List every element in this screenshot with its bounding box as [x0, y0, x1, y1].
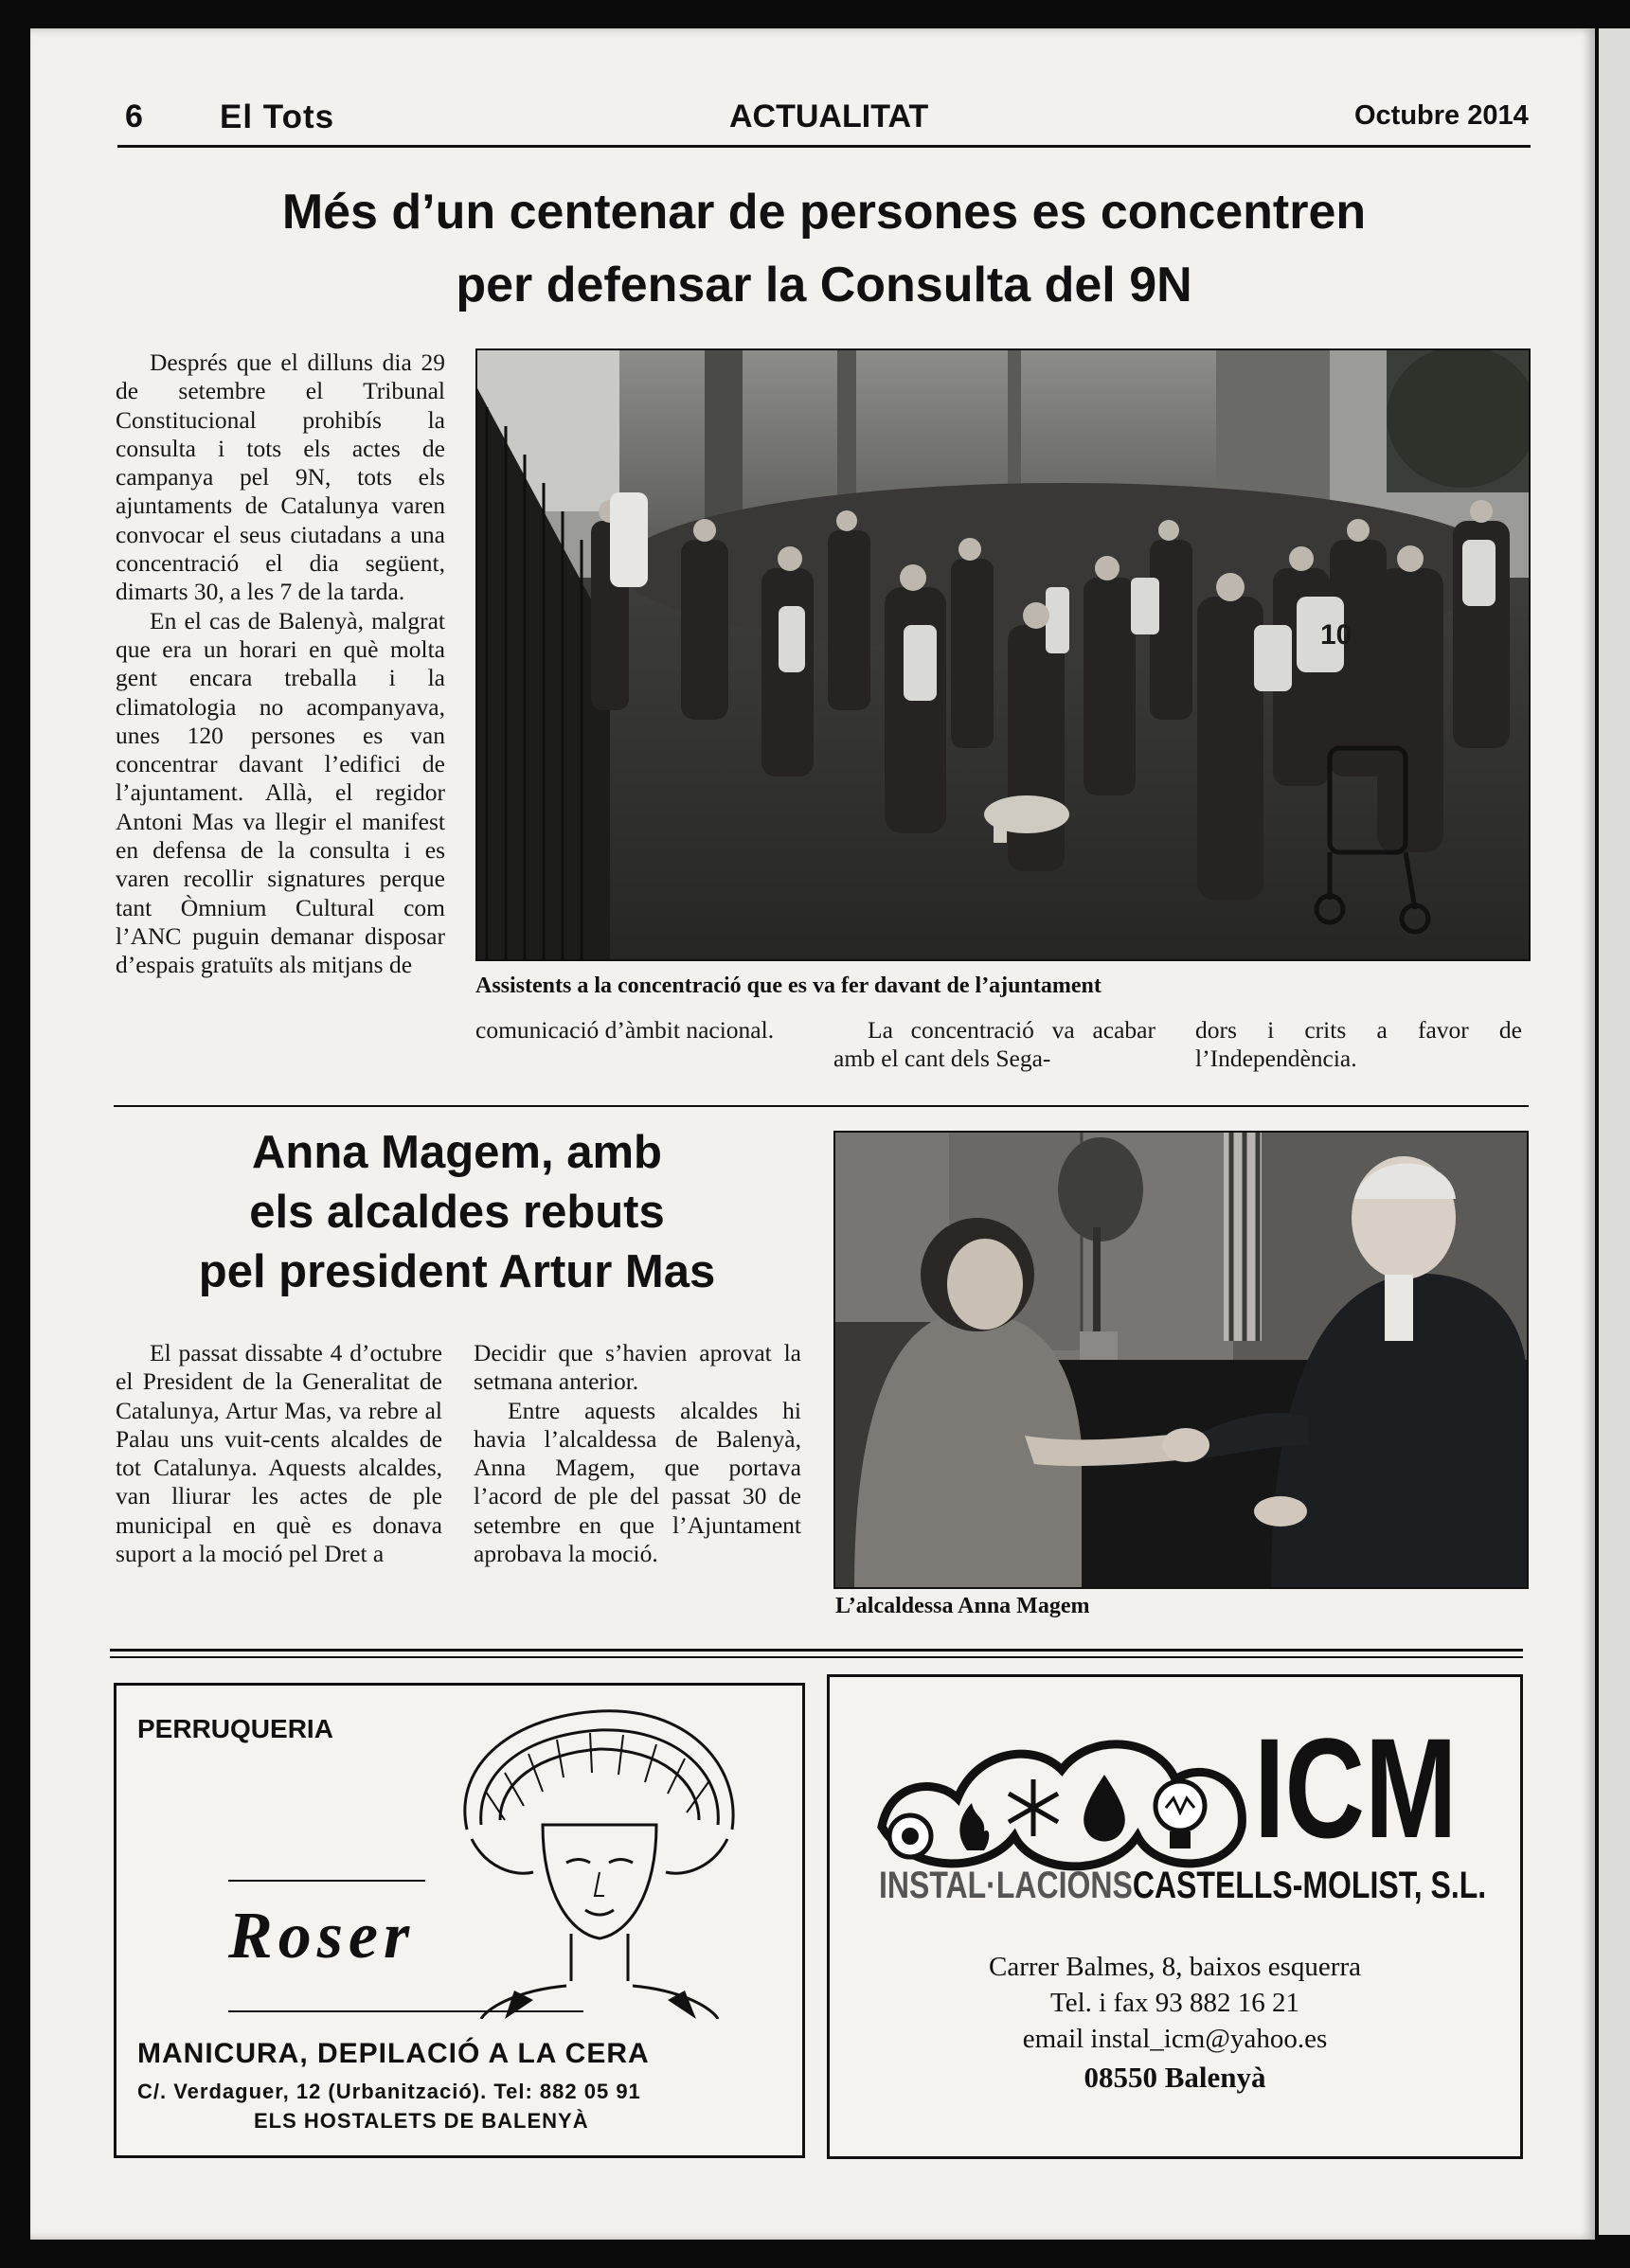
article2-col2-para2: Entre aquests alcaldes hi havia l’alcaldessa de Balenyà, Anna Magem, que portava l’acord de ple del passat 30 de setembre en que l’Ajuntament aprobava la moció.: [474, 1396, 801, 1568]
icm-company-name: [879, 1865, 1486, 1907]
publication-name: El Tots: [220, 98, 335, 135]
article1-headline-line2: per defensar la Consulta del 9N: [456, 258, 1192, 313]
gear-icon: [889, 1815, 931, 1857]
article1-body-column1: [116, 348, 445, 980]
article1-body-column4: [1195, 1016, 1522, 1074]
icm-email: email instal_icm@yahoo.es: [1022, 2024, 1328, 2054]
roser-brand-logo: Roser: [228, 1900, 416, 1973]
article2-body-column2: [474, 1339, 801, 1568]
roser-hair-salon-ad: [114, 1683, 805, 2158]
handshake-photo-caption: L’alcaldessa Anna Magem: [835, 1594, 1090, 1618]
article1-col3-text: La concentració va acabar amb el cant dels Sega-: [833, 1016, 1155, 1073]
handshake-photo: [833, 1131, 1529, 1589]
article1-body-column2: [475, 1016, 797, 1045]
article1-paragraph1: Després que el dilluns dia 29 de setembre el Tribunal Constitucional prohibís la consulta i tots els actes de campanya pel 9N, tots els ajuntaments de Catalunya varen convocar el seus ciutadans a una concentració el dia següent, dimarts 30, a les 7 de la tarda.: [116, 348, 445, 606]
roser-address: C/. Verdaguer, 12 (Urbanització). Tel: 882 05 91: [137, 2080, 641, 2103]
issue-date: Octubre 2014: [1354, 100, 1529, 131]
ads-double-rule-top: [110, 1649, 1523, 1652]
article2-body-column1: [116, 1339, 442, 1568]
article1-col2-text: comunicació d’àmbit nacional.: [475, 1016, 775, 1044]
icm-company-part2: CASTELLS-MOLIST, S.L.: [1132, 1865, 1487, 1906]
woman-illustration-logo: [448, 1706, 751, 2019]
article1-body-column3: [833, 1016, 1155, 1074]
handshake-photo-image: [835, 1133, 1527, 1587]
jersey-number: 10: [1320, 619, 1352, 651]
ads-double-rule-bottom: [110, 1656, 1523, 1658]
water-drop-icon: [1084, 1775, 1125, 1842]
article1-col4-text: dors i crits a favor de l’Independència.: [1195, 1016, 1522, 1073]
article2-col2-para1: Decidir que s’havien aprovat la setmana anterior.: [474, 1339, 801, 1396]
roser-town: ELS HOSTALETS DE BALENYÀ: [254, 2109, 589, 2133]
lightbulb-icon: [1155, 1781, 1205, 1848]
adjacent-page-edge: [1599, 28, 1630, 2235]
flame-icon: [959, 1803, 989, 1850]
article1-headline-line1: Més d’un centenar de persones es concentren: [281, 185, 1367, 240]
concentration-photo: [475, 348, 1531, 961]
icm-utilities-icons-logo: [872, 1723, 1251, 1874]
section-name: ACTUALITAT: [729, 98, 929, 134]
article2-headline-line2: els alcaldes rebuts: [249, 1187, 665, 1238]
icm-postal-code: 08550 Balenyà: [1084, 2061, 1266, 2094]
roser-ad-category: PERRUQUERIA: [137, 1714, 333, 1743]
concentration-photo-image: [477, 350, 1529, 959]
concentration-photo-caption: Assistents a la concentració que es va fer davant de l’ajuntament: [475, 973, 1102, 998]
icm-company-part1: INSTAL·LACIONS: [879, 1865, 1133, 1906]
header-rule: [117, 145, 1531, 148]
snowflake-icon: [1009, 1779, 1058, 1836]
icm-address: Carrer Balmes, 8, baixos esquerra: [989, 1952, 1361, 1982]
roser-services: MANICURA, DEPILACIÓ A LA CERA: [137, 2038, 650, 2069]
icm-logo-text: ICM: [1254, 1708, 1458, 1867]
icm-installations-ad: [827, 1674, 1523, 2159]
article1-paragraph2: En el cas de Balenyà, malgrat que era un horari en què molta gent encara treballa i la climatologia no acompanyava, unes 120 persones es van concentrar davant l’edifici de l’ajuntament. Allà, el regidor Antoni Mas va llegir el manifest en defensa de la consulta i es varen recollir signatures perque tant Òmnium Cultural com l’ANC puguin demanar disposar d’espais gratuïts als mitjans de: [116, 606, 445, 979]
roser-upper-line: [228, 1880, 425, 1882]
article2-headline-line3: pel president Artur Mas: [198, 1246, 716, 1297]
page-number: 6: [125, 98, 143, 134]
article2-headline-line1: Anna Magem, amb: [252, 1127, 662, 1178]
article-separator-rule: [114, 1105, 1529, 1107]
article2-col1-text: El passat dissabte 4 d’octubre el President de la Generalitat de Catalunya, Artur Mas, va rebre al Palau uns vuit-cents alcaldes de tot Catalunya. Aquests alcaldes, van lliurar les actes de ple municipal en què es donava suport a la moció pel Dret a: [116, 1339, 442, 1568]
icm-phone: Tel. i fax 93 882 16 21: [1050, 1988, 1299, 2018]
